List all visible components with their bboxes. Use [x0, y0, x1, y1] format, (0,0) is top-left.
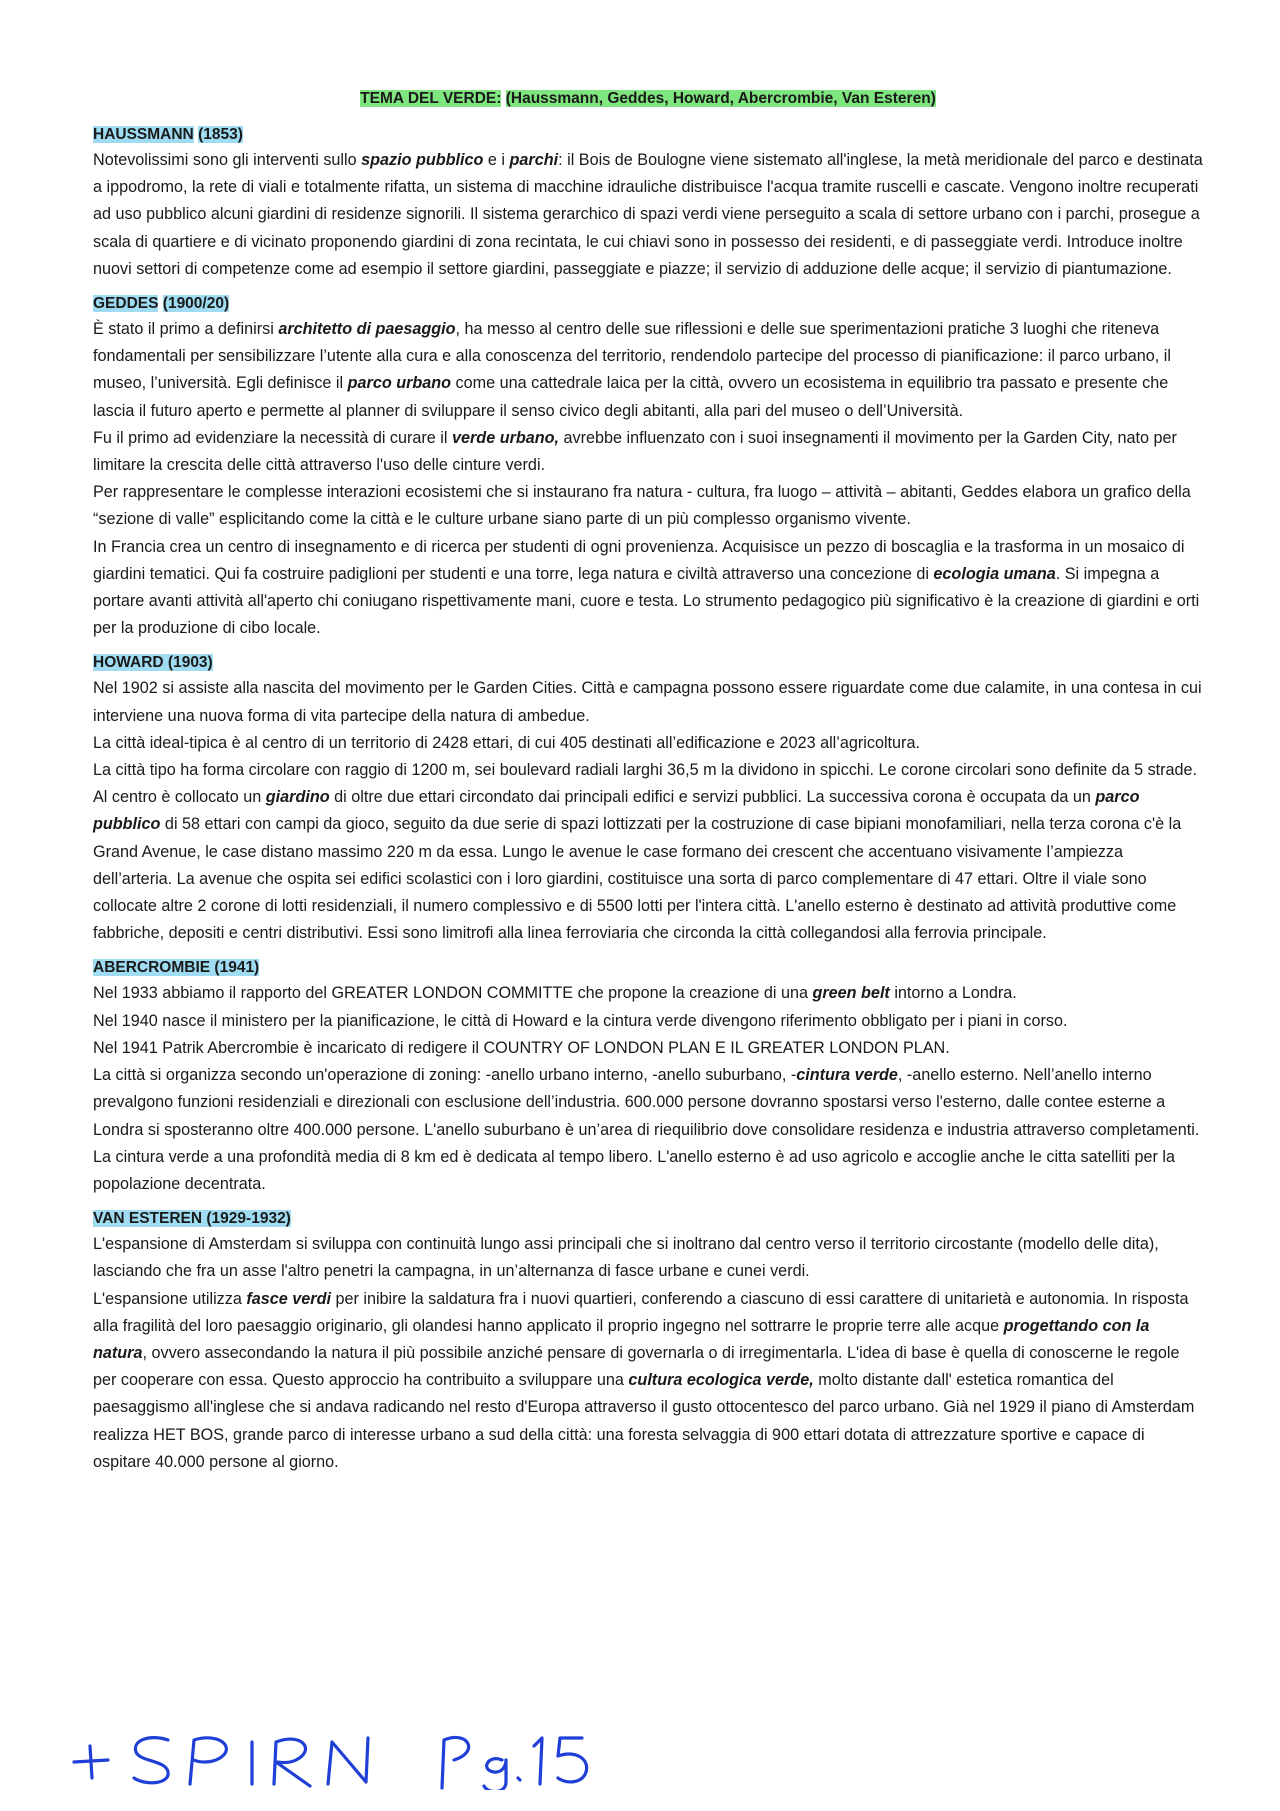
paragraph-text: per inibire la saldatura fra i nuovi quartieri, conferendo a ciascuno di essi carattere di unitarietà e autonomia. In risposta alla fragilità del loro paesaggio originario, gli olandesi hanno applicato il proprio ingegno nel sottrarre le proprie terre alle acque [93, 1289, 1189, 1335]
paragraph-text: avrebbe influenzato con i suoi insegnamenti il movimento per la Garden City, nato per limitare la crescita delle città attraverso l'uso delle cinture verdi. [93, 428, 1177, 475]
emphasized-term: architetto di paesaggio [278, 320, 456, 339]
section-paragraph [93, 479, 1203, 533]
paragraph-text: È stato il primo a definirsi [93, 320, 279, 339]
section-paragraph [93, 757, 1203, 947]
paragraph-text: intorno a Londra. [889, 984, 1017, 1003]
paragraph-text: e i [483, 151, 510, 169]
paragraph-text: : il Bois de Boulogne viene sistemato all'inglese, la metà meridionale del parco e destinata a ippodromo, la rete di viali e totalmente rifatta, un sistema di macchine idrauliche distribuisce l'acqua tramite ruscelli e cascate. Vengono inoltre recuperati ad uso pubblico alcuni giardini di residenze signorili. Il sistema gerarchico di spazi verdi viene perseguito a scala di settore urbano con i parchi, prosegue a scala di quartiere e di vicinato proponendo giardini di zona recintata, le cui chiavi sono in possesso dei residenti, e di passeggiate verdi. Introduce inoltre nuovi settori di competenze come ad esempio il settore giardini, passeggiate e piazze; il servizio di adduzione delle acque; il servizio di piantumazione. [93, 151, 1203, 278]
paragraph-text: In Francia crea un centro di insegnamento e di ricerca per studenti di ogni provenienza. Acquisisce un pezzo di boscaglia e la trasforma in un mosaico di giardini tematici. Qui fa costruire padiglioni per studenti e una torre, lega natura e civiltà attraverso una concezione di [93, 537, 1185, 583]
section-paragraph [93, 675, 1203, 729]
section-heading [93, 652, 1203, 674]
section-heading-name: ABERCROMBIE (1941) [93, 959, 260, 977]
paragraph-text: L'espansione di Amsterdam si sviluppa con continuità lungo assi principali che si inoltrano dal centro verso il territorio circostante (modello delle dita), lasciando che fra un asse l'altro penetri la campagna, in un’alternanza di fasce urbane e cunei verdi. [93, 1235, 1159, 1281]
section-heading-date: (1900/20) [162, 295, 230, 313]
paragraph-text: Per rappresentare le complesse interazioni ecosistemi che si instaurano fra natura - cultura, fra luogo – attività – abitanti, Geddes elabora un grafico della “sezione di valle” esplicitando come la città e le culture urbane siano parte di un più complesso organismo vivente. [93, 483, 1191, 529]
document-page [93, 88, 1203, 1486]
section-paragraph [93, 425, 1203, 479]
section-van-esteren [93, 1208, 1203, 1476]
paragraph-text: come una cattedrale laica per la città, ovvero un ecosistema in equilibrio tra passato e presente che lascia il futuro aperto e permette al planner di sviluppare il senso civico degli abitanti, alla pari del museo o dell’Università. [93, 374, 1169, 420]
section-paragraph [93, 1035, 1203, 1062]
section-heading-name: VAN ESTEREN (1929-1932) [93, 1210, 291, 1228]
section-paragraph [93, 1008, 1203, 1035]
section-heading [93, 957, 1203, 979]
paragraph-text: Notevolissimi sono gli interventi sullo [93, 151, 362, 169]
paragraph-text: La città ideal-tipica è al centro di un territorio di 2428 ettari, di cui 405 destinati all’edificazione e 2023 all’agricoltura. [93, 733, 920, 752]
emphasized-term: giardino [265, 788, 330, 807]
section-paragraph [93, 730, 1203, 757]
handwritten-note [70, 1718, 630, 1790]
section-paragraph [93, 534, 1203, 643]
paragraph-text: , -anello esterno. Nell’anello interno prevalgono funzioni residenziali e direzionali con esclusione dell’industria. 600.000 persone dovranno spostarsi verso l'esterno, dalle contee esterne a Londra si sposteranno oltre 400.000 persone. L'anello suburbano è un’area di riequilibrio dove consolidare residenza e industria attraverso completamenti. La cintura verde a una profondità media di 8 km ed è dedicata al tempo libero. L'anello esterno è ad uso agricolo e accoglie anche le citta satelliti per la popolazione decentrata. [93, 1066, 1200, 1193]
paragraph-text: Nel 1933 abbiamo il rapporto del GREATER LONDON COMMITTE che propone la creazione di una [93, 984, 813, 1003]
paragraph-text: Fu il primo ad evidenziare la necessità di curare il [93, 428, 452, 447]
emphasized-term: parco urbano [347, 374, 452, 393]
section-abercrombie [93, 957, 1203, 1198]
section-heading-name: GEDDES [93, 295, 159, 313]
paragraph-text: , ha messo al centro delle sue riflessioni e delle sue sperimentazioni pratiche 3 luoghi che riteneva fondamentali per sensibilizzare l’utente alla cura e alla conoscenza del territorio, rendendolo partecipe del processo di pianificazione: il parco urbano, il museo, l’università. Egli definisce il [93, 320, 1171, 393]
section-heading-name: HOWARD (1903) [93, 654, 213, 672]
paragraph-text: di 58 ettari con campi da gioco, seguito da due serie di spazi lottizzati per la costruzione di case bipiani monofamiliari, nella terza corona c'è la Grand Avenue, le case distano massimo 220 m da essa. Lungo le avenue le case formano dei crescent che accentuano visivamente l’ampiezza dell’arteria. La avenue che ospita sei edifici scolastici con i loro giardini, costituisce una sorta di parco complementare di 47 ettari. Oltre il viale sono collocate altre 2 corone di lotti residenziali, il numero complessivo e di 5500 lotti per l'intera città. L'anello esterno è destinato ad attività produttive come fabbriche, depositi e centri distributivi. Essi sono limitrofi alla linea ferroviaria che circonda la città collegandosi alla ferrovia principale. [93, 815, 1182, 943]
paragraph-text: Nel 1941 Patrik Abercrombie è incaricato di redigere il COUNTRY OF LONDON PLAN E IL GREATER LONDON PLAN. [93, 1038, 950, 1057]
title-names: (Haussmann, Geddes, Howard, Abercrombie, Van Esteren) [505, 90, 936, 107]
emphasized-term: parchi [509, 151, 559, 169]
emphasized-term: progettando con la natura [93, 1316, 1150, 1362]
paragraph-text: , ovvero assecondando la natura il più possibile anziché pensare di governarla o di irregimentarla. L'idea di base è quella di conoscerne le regole per cooperare con essa. Questo approccio ha contribuito a sviluppare una [93, 1343, 1180, 1390]
paragraph-text: La città si organizza secondo un'operazione di zoning: -anello urbano interno, -anello suburbano, - [93, 1066, 797, 1085]
emphasized-term: fasce verdi [246, 1289, 331, 1308]
emphasized-term: verde urbano, [452, 428, 560, 447]
section-heading [93, 124, 1203, 146]
section-paragraph [93, 1231, 1203, 1285]
paragraph-text: L'espansione utilizza [93, 1289, 247, 1308]
paragraph-text: di oltre due ettari circondato dai principali edifici e servizi pubblici. La successiva corona è occupata da un [329, 788, 1096, 807]
emphasized-term: cultura ecologica verde, [628, 1371, 814, 1390]
emphasized-term: green belt [812, 984, 890, 1003]
section-paragraph [93, 147, 1203, 283]
emphasized-term: cintura verde [796, 1066, 898, 1085]
section-paragraph [93, 980, 1203, 1007]
section-paragraph [93, 316, 1203, 425]
title-label: TEMA DEL VERDE: [360, 90, 502, 107]
paragraph-text: molto distante dall' estetica romantica del paesaggismo all'inglese che si andava radicando nel resto d'Europa attraverso il gusto ottocentesco del parco urbano. Già nel 1929 il piano di Amsterdam realizza HET BOS, grande parco di interesse urbano a sud della città: una foresta selvaggia di 900 ettari dotata di attrezzature sportive e capace di ospitare 40.000 persone al giorno. [93, 1371, 1195, 1471]
section-haussmann [93, 124, 1203, 283]
paragraph-text: . Si impegna a portare avanti attività all'aperto chi coniugano rispettivamente mani, cuore e testa. Lo strumento pedagogico più significativo è la creazione di giardini e orti per la produzione di cibo locale. [93, 564, 1200, 638]
section-paragraph [93, 1286, 1203, 1476]
sections-container [93, 124, 1203, 1476]
emphasized-term: parco pubblico [93, 788, 1140, 834]
emphasized-term: spazio pubblico [361, 151, 484, 169]
paragraph-text: Nel 1940 nasce il ministero per la pianificazione, le città di Howard e la cintura verde divengono riferimento obbligato per i piani in corso. [93, 1011, 1068, 1030]
section-howard [93, 652, 1203, 947]
section-heading-name: HAUSSMANN [93, 126, 194, 143]
section-heading [93, 1208, 1203, 1230]
section-heading-date: (1853) [198, 126, 243, 143]
section-heading [93, 293, 1203, 315]
paragraph-text: Nel 1902 si assiste alla nascita del movimento per le Garden Cities. Città e campagna possono essere riguardate come due calamite, in una contesa in cui interviene una nuova forma di vita partecipe della natura di ambedue. [93, 679, 1202, 725]
section-geddes [93, 293, 1203, 642]
paragraph-text: La città tipo ha forma circolare con raggio di 1200 m, sei boulevard radiali larghi 36,5 m la dividono in spicchi. Le corone circolari sono definite da 5 strade. Al centro è collocato un [93, 761, 1198, 807]
emphasized-term: ecologia umana [933, 564, 1056, 583]
handwritten-note-text: + SPIRN Pg.15 [70, 1718, 77, 1719]
document-title [93, 88, 1203, 110]
section-paragraph [93, 1062, 1203, 1198]
